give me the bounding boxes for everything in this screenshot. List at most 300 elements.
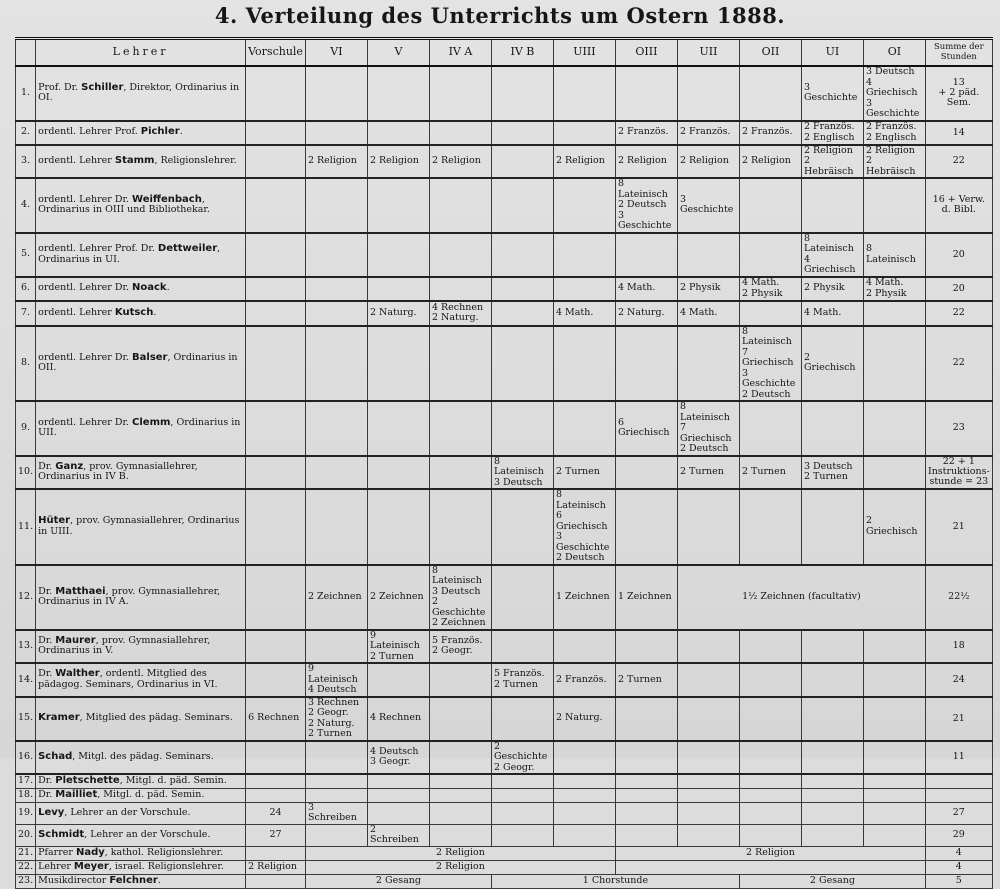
cell-vorschule bbox=[246, 301, 306, 326]
cell-vi bbox=[305, 630, 367, 664]
cell-vorschule bbox=[246, 277, 306, 301]
sum-cell: 18 bbox=[925, 630, 992, 664]
sum-cell: 22 bbox=[925, 145, 992, 179]
row-number: 4. bbox=[16, 178, 36, 233]
cell-iva bbox=[429, 741, 491, 775]
cell-v bbox=[367, 456, 429, 490]
cell-ui: 8 Lateinisch 4 Griechisch bbox=[801, 233, 863, 277]
cell-oiii bbox=[615, 824, 677, 846]
table-row bbox=[16, 846, 993, 860]
cell-uiii bbox=[553, 401, 615, 456]
cell-ivb bbox=[491, 788, 553, 802]
row-number: 14. bbox=[16, 663, 36, 697]
cell-uiii bbox=[553, 326, 615, 402]
cell-oii bbox=[739, 178, 801, 233]
table-row bbox=[16, 401, 993, 456]
row-number: 15. bbox=[16, 697, 36, 741]
teacher-note: , Ordinarius in OII. bbox=[38, 351, 238, 374]
cell-uii bbox=[677, 66, 739, 121]
cell-oii bbox=[739, 66, 801, 121]
cell-vi bbox=[305, 788, 367, 802]
cell-uiii: 2 Naturg. bbox=[553, 697, 615, 741]
teacher-prefix: ordentl. Lehrer Dr. bbox=[38, 416, 133, 428]
row-number: 10. bbox=[16, 456, 36, 490]
cell-v bbox=[367, 233, 429, 277]
teacher-name: Kutsch bbox=[114, 306, 154, 318]
teacher-note: , Mitglied des pädag. Seminars. bbox=[79, 712, 233, 724]
cell-ivb bbox=[491, 697, 553, 741]
cell-iva bbox=[429, 663, 491, 697]
teacher-name: Weiffenbach bbox=[132, 193, 202, 205]
cell-vorschule: 27 bbox=[246, 824, 306, 846]
cell-ui: 3 Geschichte bbox=[801, 66, 863, 121]
cell-iva bbox=[429, 802, 491, 824]
cell-uiii: 4 Math. bbox=[553, 301, 615, 326]
teacher-prefix: ordentl. Lehrer Dr. bbox=[38, 193, 133, 205]
cell-v bbox=[367, 802, 429, 824]
teacher-cell bbox=[36, 824, 246, 846]
col-header-oiii: OIII bbox=[615, 39, 677, 67]
cell-oiii bbox=[615, 741, 677, 775]
span-cell-a: 2 Religion bbox=[305, 860, 615, 874]
span-cell-b bbox=[615, 860, 925, 874]
cell-vi bbox=[305, 824, 367, 846]
cell-oi bbox=[863, 326, 925, 402]
cell-vorschule bbox=[246, 741, 306, 775]
cell-vi bbox=[305, 121, 367, 145]
teacher-name: Stamm bbox=[114, 155, 155, 166]
col-header-ui: UI bbox=[801, 39, 863, 67]
cell-ivb bbox=[491, 774, 553, 788]
span-cell-b: 2 Religion bbox=[615, 846, 925, 860]
cell-vi: 3 Rechnen 2 Geogr. 2 Naturg. 2 Turnen bbox=[305, 697, 367, 741]
teacher-prefix: ordentl. Lehrer Prof. Dr. bbox=[38, 243, 158, 254]
cell-iva bbox=[429, 456, 491, 490]
cell-v: 9 Lateinisch 2 Turnen bbox=[367, 630, 429, 664]
cell-uiii: 1 Zeichnen bbox=[553, 565, 615, 630]
cell-ui bbox=[801, 802, 863, 824]
table-row bbox=[16, 824, 993, 846]
cell-ivb bbox=[491, 326, 553, 402]
cell-oii bbox=[739, 401, 801, 456]
teacher-cell bbox=[36, 121, 246, 145]
teacher-name: Mailliet bbox=[55, 788, 98, 800]
cell-iva bbox=[429, 326, 491, 402]
cell-uii: 2 Turnen bbox=[677, 456, 739, 490]
span-cell-a: 2 Religion bbox=[305, 846, 615, 860]
span-cell-c: 2 Gesang bbox=[739, 874, 925, 888]
cell-uii bbox=[677, 233, 739, 277]
cell-ui bbox=[801, 489, 863, 565]
cell-uii bbox=[677, 788, 739, 802]
teacher-prefix: ordentl. Lehrer Dr. bbox=[38, 282, 133, 294]
sum-cell: 22 bbox=[925, 326, 992, 402]
cell-v: 2 Schreiben bbox=[367, 824, 429, 846]
cell-vorschule bbox=[246, 565, 306, 630]
teacher-note: . bbox=[179, 126, 183, 138]
teacher-prefix: ordentl. Lehrer bbox=[38, 306, 115, 318]
cell-vi bbox=[305, 277, 367, 301]
cell-uiii: 2 Turnen bbox=[553, 456, 615, 490]
cell-ui: 3 Deutsch 2 Turnen bbox=[801, 456, 863, 490]
cell-uiii: 8 Lateinisch 6 Griechisch 3 Geschichte 2 Deutsch bbox=[553, 489, 615, 565]
cell-iva: 4 Rechnen 2 Naturg. bbox=[429, 301, 491, 326]
cell-vi bbox=[305, 456, 367, 490]
cell-ivb bbox=[491, 824, 553, 846]
sum-cell: 4 bbox=[925, 846, 992, 860]
teacher-name: Noack bbox=[132, 282, 167, 294]
cell-uiii bbox=[553, 277, 615, 301]
teacher-cell bbox=[36, 860, 246, 874]
row-number: 1. bbox=[16, 66, 36, 121]
teacher-prefix: Prof. Dr. bbox=[38, 81, 82, 93]
cell-oi bbox=[863, 741, 925, 775]
teacher-name: Schad bbox=[38, 751, 73, 762]
teacher-cell bbox=[36, 846, 246, 860]
cell-oii: 2 Religion bbox=[739, 145, 801, 179]
teacher-cell bbox=[36, 565, 246, 630]
table-row bbox=[16, 630, 993, 664]
cell-oii bbox=[739, 802, 801, 824]
col-header-oii: OII bbox=[739, 39, 801, 67]
table-row bbox=[16, 802, 993, 824]
cell-iva bbox=[429, 277, 491, 301]
teacher-prefix: Dr. bbox=[38, 788, 56, 800]
cell-oiii: 1 Zeichnen bbox=[615, 565, 677, 630]
table-row bbox=[16, 145, 993, 179]
teacher-note: . bbox=[166, 282, 170, 294]
cell-oi: 3 Deutsch 4 Griechisch 3 Geschichte bbox=[863, 66, 925, 121]
cell-ivb bbox=[491, 565, 553, 630]
teacher-prefix: Lehrer bbox=[38, 860, 74, 872]
teacher-prefix: Dr. bbox=[38, 585, 56, 597]
cell-iva bbox=[429, 824, 491, 846]
col-header-summe: Summe der Stunden bbox=[925, 39, 992, 67]
sum-cell: 5 bbox=[925, 874, 992, 888]
row-number: 12. bbox=[16, 565, 36, 630]
cell-ui bbox=[801, 741, 863, 775]
cell-vorschule: 6 Rechnen bbox=[246, 697, 306, 741]
cell-ui: 2 Französ. 2 Englisch bbox=[801, 121, 863, 145]
cell-oi bbox=[863, 456, 925, 490]
cell-oiii bbox=[615, 456, 677, 490]
teacher-prefix: ordentl. Lehrer Dr. bbox=[38, 351, 133, 363]
cell-vorschule bbox=[246, 663, 306, 697]
table-row bbox=[16, 326, 993, 402]
distribution-table bbox=[15, 37, 993, 889]
cell-oiii bbox=[615, 802, 677, 824]
cell-uiii bbox=[553, 741, 615, 775]
teacher-cell bbox=[36, 456, 246, 490]
teacher-note: , Lehrer an der Vorschule. bbox=[84, 828, 211, 840]
cell-uiii bbox=[553, 178, 615, 233]
col-header-oi: OI bbox=[863, 39, 925, 67]
cell-vi: 3 Schreiben bbox=[305, 802, 367, 824]
sum-cell: 29 bbox=[925, 824, 992, 846]
row-number: 11. bbox=[16, 489, 36, 565]
cell-ivb bbox=[491, 401, 553, 456]
cell-iva: 8 Lateinisch 3 Deutsch 2 Geschichte 2 Zeichnen bbox=[429, 565, 491, 630]
col-header-ivb: IV B bbox=[491, 39, 553, 67]
cell-uii: 4 Math. bbox=[677, 301, 739, 326]
cell-oi bbox=[863, 802, 925, 824]
cell-oiii: 2 Französ. bbox=[615, 121, 677, 145]
cell-uiii bbox=[553, 233, 615, 277]
sum-cell: 22 bbox=[925, 301, 992, 326]
sum-cell: 13 + 2 päd. Sem. bbox=[925, 66, 992, 121]
cell-oi: 2 Französ. 2 Englisch bbox=[863, 121, 925, 145]
teacher-name: Levy bbox=[38, 806, 65, 818]
teacher-prefix: Dr. bbox=[38, 668, 56, 680]
cell-ui bbox=[801, 663, 863, 697]
cell-v bbox=[367, 663, 429, 697]
teacher-cell bbox=[36, 178, 246, 233]
cell-oi bbox=[863, 824, 925, 846]
cell-oiii bbox=[615, 774, 677, 788]
cell-oii: 4 Math. 2 Physik bbox=[739, 277, 801, 301]
cell-vorschule bbox=[246, 630, 306, 664]
cell-ivb: 5 Französ. 2 Turnen bbox=[491, 663, 553, 697]
cell-oiii: 2 Naturg. bbox=[615, 301, 677, 326]
cell-uiii: 2 Französ. bbox=[553, 663, 615, 697]
teacher-note: . bbox=[157, 874, 161, 886]
teacher-name: Ganz bbox=[55, 460, 84, 472]
cell-oi bbox=[863, 788, 925, 802]
table-row bbox=[16, 860, 993, 874]
cell-oiii: 2 Religion bbox=[615, 145, 677, 179]
teacher-cell bbox=[36, 663, 246, 697]
cell-uii bbox=[677, 630, 739, 664]
cell-ui: 2 Religion 2 Hebräisch bbox=[801, 145, 863, 179]
cell-v bbox=[367, 788, 429, 802]
teacher-cell bbox=[36, 802, 246, 824]
teacher-note: , israel. Religionslehrer. bbox=[108, 860, 224, 872]
cell-oiii bbox=[615, 326, 677, 402]
span-cell-a: 2 Gesang bbox=[305, 874, 491, 888]
sum-cell: 20 bbox=[925, 277, 992, 301]
cell-vi bbox=[305, 489, 367, 565]
cell-uiii bbox=[553, 788, 615, 802]
cell-v bbox=[367, 277, 429, 301]
teacher-name: Schmidt bbox=[38, 828, 85, 840]
cell-iva: 5 Französ. 2 Geogr. bbox=[429, 630, 491, 664]
sum-cell: 21 bbox=[925, 489, 992, 565]
cell-oii bbox=[739, 301, 801, 326]
sum-cell bbox=[925, 788, 992, 802]
sum-cell: 20 bbox=[925, 233, 992, 277]
cell-ui bbox=[801, 774, 863, 788]
row-number: 3. bbox=[16, 145, 36, 179]
cell-vi bbox=[305, 178, 367, 233]
row-number: 17. bbox=[16, 774, 36, 788]
teacher-note: , prov. Gymnasiallehrer, Ordinarius in IV B. bbox=[38, 460, 198, 483]
cell-uii bbox=[677, 824, 739, 846]
cell-ui bbox=[801, 697, 863, 741]
cell-oii bbox=[739, 489, 801, 565]
cell-vorschule bbox=[246, 401, 306, 456]
cell-vorschule bbox=[246, 774, 306, 788]
cell-uii: 8 Lateinisch 7 Griechisch 2 Deutsch bbox=[677, 401, 739, 456]
cell-ivb: 2 Geschichte 2 Geogr. bbox=[491, 741, 553, 775]
teacher-name: Balser bbox=[132, 351, 168, 363]
sum-cell: 27 bbox=[925, 802, 992, 824]
teacher-cell bbox=[36, 774, 246, 788]
cell-ivb bbox=[491, 66, 553, 121]
table-row bbox=[16, 233, 993, 277]
row-number: 8. bbox=[16, 326, 36, 402]
cell-uiii bbox=[553, 774, 615, 788]
row-number: 6. bbox=[16, 277, 36, 301]
cell-ui bbox=[801, 178, 863, 233]
teacher-note: , Mitgl. d. päd. Semin. bbox=[119, 775, 227, 786]
teacher-prefix: Dr. bbox=[38, 775, 56, 786]
cell-oi: 2 Griechisch bbox=[863, 489, 925, 565]
cell-vi bbox=[305, 774, 367, 788]
teacher-name: Walther bbox=[55, 668, 100, 680]
cell-v: 2 Religion bbox=[367, 145, 429, 179]
row-number: 23. bbox=[16, 874, 36, 888]
cell-vi bbox=[305, 233, 367, 277]
col-header-vi: VI bbox=[305, 39, 367, 67]
sum-cell bbox=[925, 774, 992, 788]
teacher-name: Hüter bbox=[38, 515, 71, 527]
cell-v bbox=[367, 401, 429, 456]
table-row bbox=[16, 774, 993, 788]
cell-oii: 2 Französ. bbox=[739, 121, 801, 145]
cell-v bbox=[367, 326, 429, 402]
col-header-vorschule: Vorschule bbox=[246, 39, 306, 67]
cell-iva bbox=[429, 489, 491, 565]
table-body bbox=[16, 66, 993, 888]
cell-iva bbox=[429, 697, 491, 741]
sum-cell: 16 + Verw. d. Bibl. bbox=[925, 178, 992, 233]
teacher-name: Schiller bbox=[81, 81, 124, 93]
page-title: 4. Verteilung des Unterrichts um Ostern 1888. bbox=[214, 3, 786, 28]
cell-ivb bbox=[491, 630, 553, 664]
col-header-iva: IV A bbox=[429, 39, 491, 67]
cell-iva bbox=[429, 788, 491, 802]
cell-ivb bbox=[491, 489, 553, 565]
cell-v: 4 Deutsch 3 Geogr. bbox=[367, 741, 429, 775]
span-cell-b: 1 Chorstunde bbox=[491, 874, 739, 888]
cell-vorschule bbox=[246, 326, 306, 402]
cell-ui: 2 Physik bbox=[801, 277, 863, 301]
cell-ui bbox=[801, 630, 863, 664]
cell-oii bbox=[739, 663, 801, 697]
cell-vi: 9 Lateinisch 4 Deutsch bbox=[305, 663, 367, 697]
cell-vorschule bbox=[246, 874, 306, 888]
teacher-cell bbox=[36, 697, 246, 741]
cell-vorschule bbox=[246, 846, 306, 860]
cell-oii bbox=[739, 774, 801, 788]
cell-vorschule bbox=[246, 121, 306, 145]
cell-oiii bbox=[615, 233, 677, 277]
cell-ui: 2 Griechisch bbox=[801, 326, 863, 402]
cell-oi: 4 Math. 2 Physik bbox=[863, 277, 925, 301]
cell-vorschule bbox=[246, 66, 306, 121]
cell-oii: 2 Turnen bbox=[739, 456, 801, 490]
sum-cell: 22 + 1 Instruktions- stunde = 23 bbox=[925, 456, 992, 490]
teacher-cell bbox=[36, 233, 246, 277]
table-row bbox=[16, 178, 993, 233]
table-row bbox=[16, 565, 993, 630]
col-header-lehrer: Lehrer bbox=[36, 39, 246, 67]
table-row bbox=[16, 301, 993, 326]
cell-oii bbox=[739, 630, 801, 664]
cell-ivb bbox=[491, 277, 553, 301]
cell-ivb bbox=[491, 301, 553, 326]
cell-ui bbox=[801, 401, 863, 456]
row-number: 5. bbox=[16, 233, 36, 277]
row-number: 7. bbox=[16, 301, 36, 326]
cell-oi bbox=[863, 663, 925, 697]
cell-uiii bbox=[553, 121, 615, 145]
row-number: 22. bbox=[16, 860, 36, 874]
cell-uii bbox=[677, 697, 739, 741]
table-row bbox=[16, 456, 993, 490]
cell-oi: 8 Lateinisch bbox=[863, 233, 925, 277]
teacher-name: Nady bbox=[75, 846, 105, 858]
teacher-note: , prov. Gymnasiallehrer, Ordinarius in UIII. bbox=[38, 515, 240, 537]
cell-vorschule bbox=[246, 788, 306, 802]
teacher-note: , prov. Gymnasiallehrer, Ordinarius in V. bbox=[38, 634, 211, 657]
teacher-name: Dettweiler bbox=[157, 243, 218, 254]
cell-vi bbox=[305, 326, 367, 402]
teacher-name: Felchner bbox=[109, 874, 158, 886]
teacher-cell bbox=[36, 326, 246, 402]
cell-vorschule bbox=[246, 145, 306, 179]
teacher-note: , Mitgl. des pädag. Seminars. bbox=[72, 751, 214, 762]
cell-uii bbox=[677, 489, 739, 565]
teacher-note: , ordentl. Mitglied des pädagog. Seminars, Ordinarius in VI. bbox=[38, 668, 218, 690]
teacher-note: , Lehrer an der Vorschule. bbox=[64, 806, 191, 818]
cell-vi bbox=[305, 741, 367, 775]
cell-uiii bbox=[553, 824, 615, 846]
cell-vi: 2 Religion bbox=[305, 145, 367, 179]
cell-oii bbox=[739, 741, 801, 775]
teacher-cell bbox=[36, 630, 246, 664]
sum-cell: 23 bbox=[925, 401, 992, 456]
teacher-name: Meyer bbox=[73, 860, 109, 872]
cell-ivb: 8 Lateinisch 3 Deutsch bbox=[491, 456, 553, 490]
cell-vorschule bbox=[246, 489, 306, 565]
teacher-name: Pichler bbox=[140, 126, 180, 138]
teacher-note: , Direktor, Ordinarius in OI. bbox=[38, 81, 240, 104]
cell-v bbox=[367, 178, 429, 233]
cell-uiii bbox=[553, 66, 615, 121]
cell-uii: 2 Religion bbox=[677, 145, 739, 179]
cell-ivb bbox=[491, 121, 553, 145]
cell-vorschule: 2 Religion bbox=[246, 860, 306, 874]
cell-oiii: 6 Griechisch bbox=[615, 401, 677, 456]
cell-uii bbox=[677, 663, 739, 697]
teacher-name: Matthaei bbox=[55, 585, 106, 597]
sum-cell: 14 bbox=[925, 121, 992, 145]
teacher-name: Pletschette bbox=[55, 775, 120, 786]
cell-iva bbox=[429, 401, 491, 456]
cell-iva bbox=[429, 66, 491, 121]
cell-ui bbox=[801, 788, 863, 802]
cell-iva bbox=[429, 774, 491, 788]
cell-ui bbox=[801, 824, 863, 846]
sum-cell: 21 bbox=[925, 697, 992, 741]
cell-vi bbox=[305, 66, 367, 121]
cell-oiii bbox=[615, 788, 677, 802]
cell-oiii bbox=[615, 697, 677, 741]
teacher-name: Clemm bbox=[132, 416, 171, 428]
table-row bbox=[16, 697, 993, 741]
teacher-prefix: ordentl. Lehrer bbox=[38, 155, 115, 166]
